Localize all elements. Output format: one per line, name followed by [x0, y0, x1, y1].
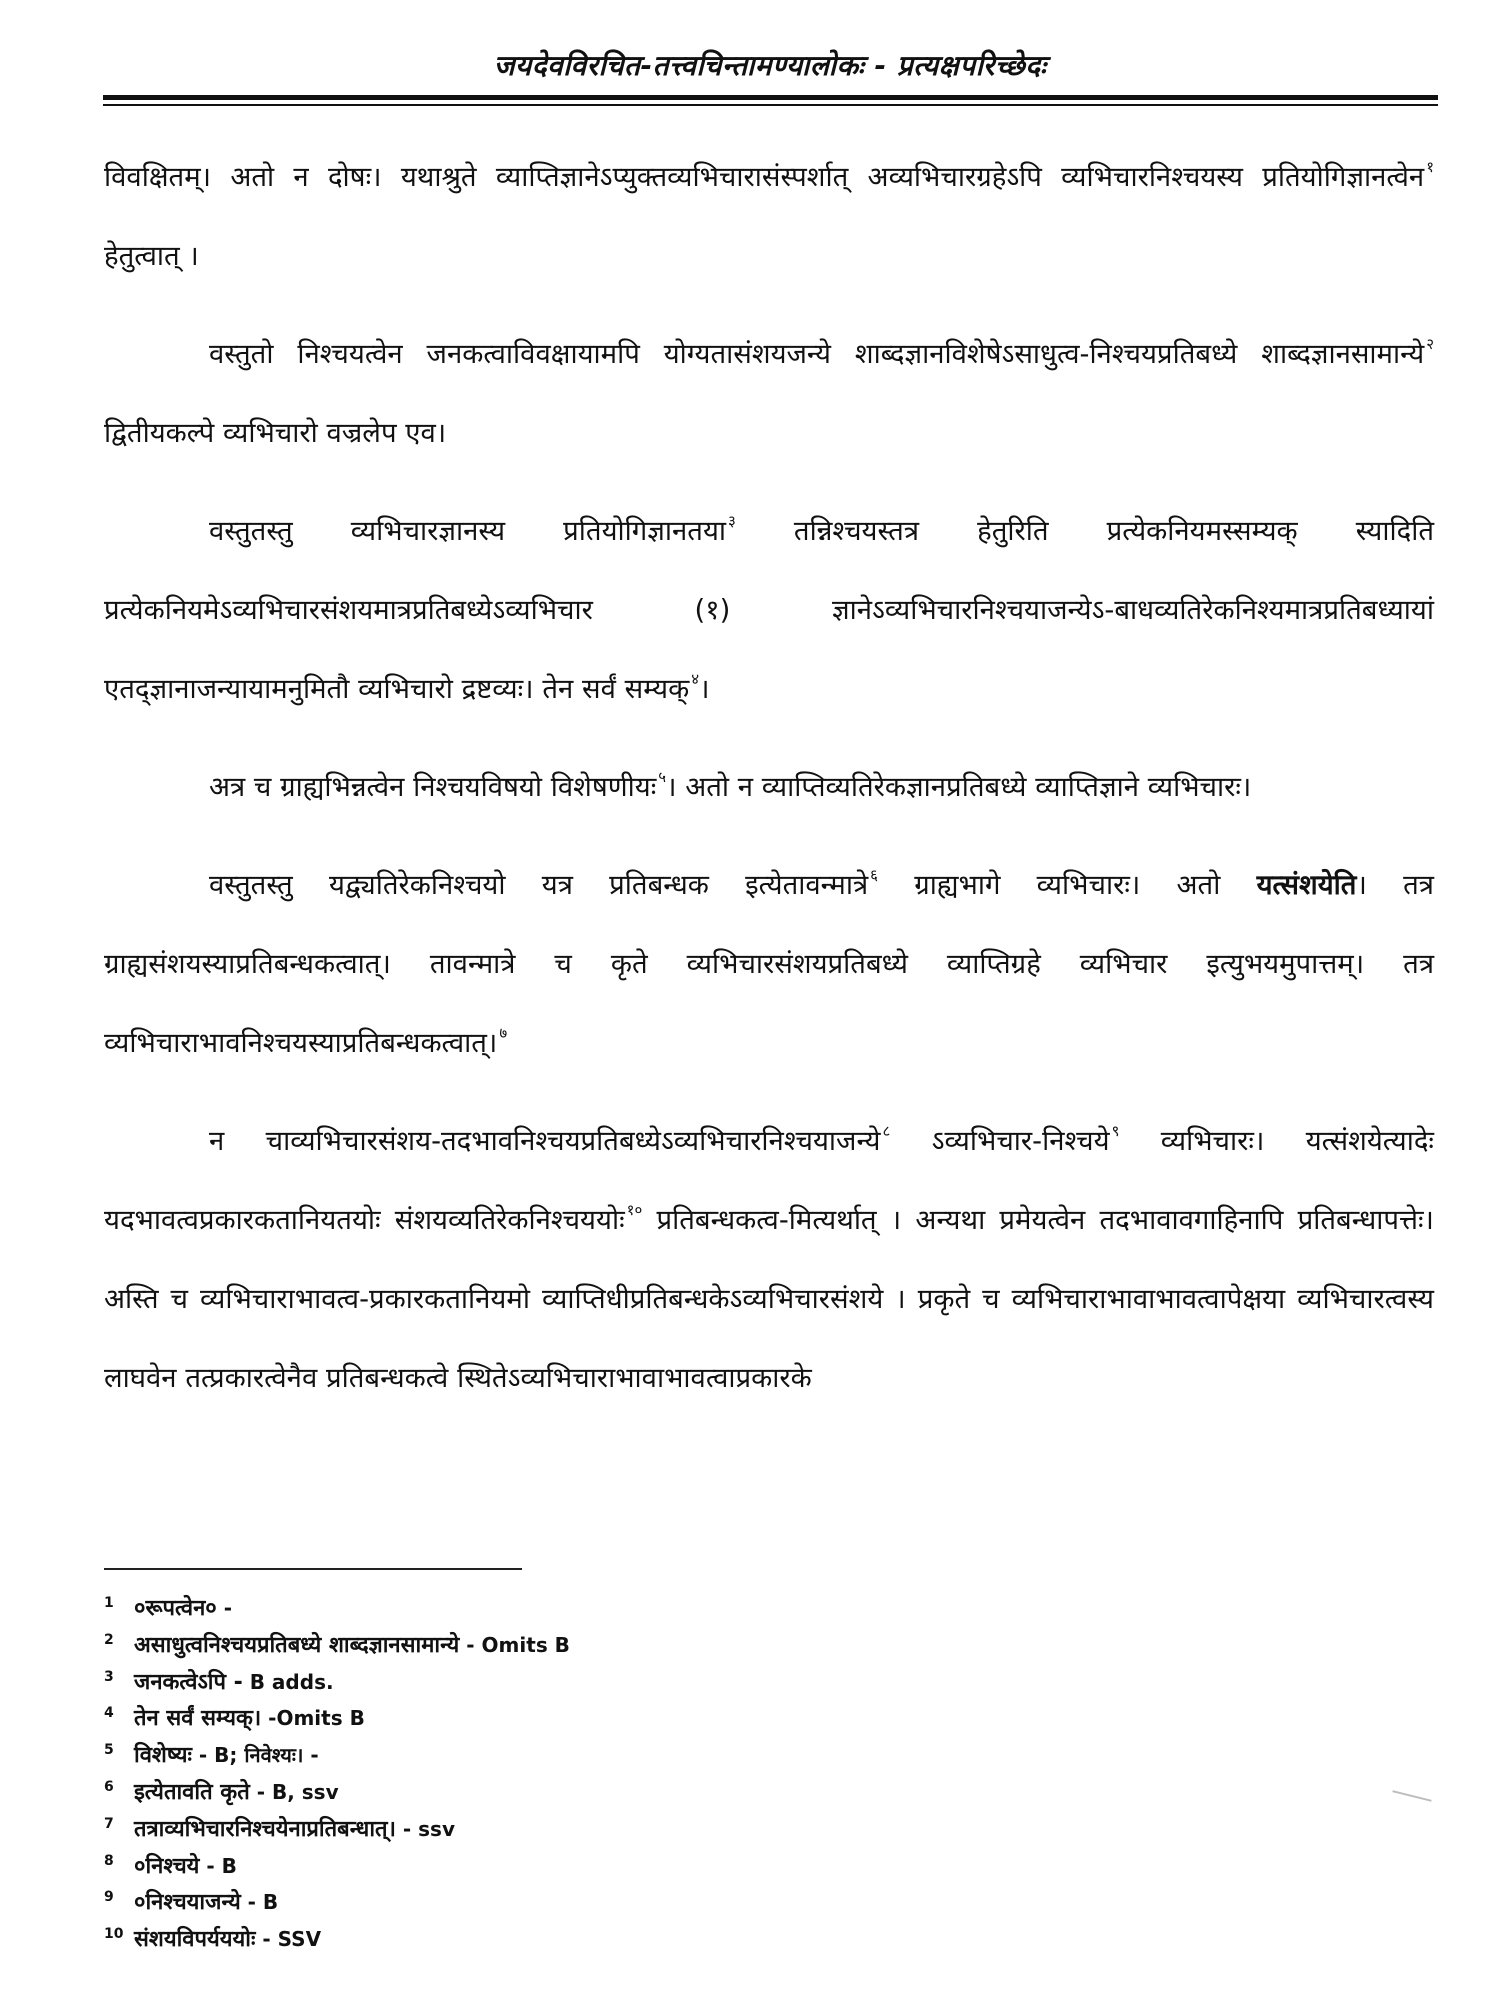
footnote-5: 5 विशेष्यः - B; निवेश्यः। -: [104, 1742, 319, 1769]
footnote-ref-2: २: [1426, 335, 1434, 353]
footnote-ref-7: ७: [499, 1024, 508, 1042]
bold-term: यत्संशयेति: [1256, 869, 1357, 901]
scan-speck: [1392, 1790, 1431, 1802]
running-header-title: जयदेवविरचित-तत्त्वचिन्तामण्यालोकः - प्रत्यक्षपरिच्छेदः: [493, 49, 1047, 82]
paragraph-3: वस्तुतस्तु व्यभिचारज्ञानस्य प्रतियोगिज्ञानतया $^३$ तन्निश्चयस्तत्र हेतुरिति प्रत्येकनियमस्सम्यक् स्यादिति प्रत्येकनियमेऽव्यभिचारसंशयमात्रप्रतिबध्येऽव्यभिचार (१) ज्ञानेऽव्यभिचारनिश्चयाजन्येऽ-बाधव्यतिरेकनिश्यमात्रप्रतिबध्यायां एतद्ज्ञानाजन्यायामनुमितौ व्यभिचारो द्रष्टव्यः। तेन सर्वं सम्यक् $^४$।: [104, 512, 1434, 705]
footnote-ref-8: ८: [882, 1122, 891, 1140]
paragraph-1: विवक्षितम्। अतो न दोषः। यथाश्रुते व्याप्तिज्ञानेऽप्युक्तव्यभिचारासंस्पर्शात् अव्यभिचारग्रहेऽपि व्यभिचारनिश्चयस्य प्रतियोगिज्ञानत्वेन $^१$ हेतुत्वात् ।: [104, 158, 1434, 272]
footnote-ref-5: ५: [658, 768, 667, 786]
paragraph-4: अत्र च ग्राह्यभिन्नत्वेन निश्चयविषयो विशेषणीयः $^५$। अतो न व्याप्तिव्यतिरेकज्ञानप्रतिबध्ये व्याप्तिज्ञाने व्यभिचारः।: [209, 768, 1252, 803]
paragraph-2: वस्तुतो निश्चयत्वेन जनकत्वाविवक्षायामपि योग्यतासंशयजन्ये शाब्दज्ञानविशेषेऽसाधुत्व-निश्चयप्रतिबध्ये शाब्दज्ञानसामान्ये $^२$ द्वितीयकल्पे व्यभिचारो वज्रलेप एव।: [104, 335, 1434, 449]
footnote-ref-1: १: [1426, 158, 1434, 176]
footnote-9: 9 ०निश्चयाजन्ये - B: [104, 1889, 279, 1916]
footnote-ref-3: ३: [728, 512, 736, 530]
footnote-3: 3 जनकत्वेऽपि - B adds.: [104, 1668, 334, 1695]
header-rule-thin: [103, 104, 1438, 106]
footnote-7: 7 तत्राव्यभिचारनिश्चयेनाप्रतिबन्धात्। - ssv: [104, 1815, 455, 1842]
footnote-2: 2 असाधुत्वनिश्चयप्रतिबध्ये शाब्दज्ञानसामान्ये - Omits B: [104, 1631, 570, 1658]
footnote-ref-6: ६: [870, 866, 878, 884]
paragraph-6: न चाव्यभिचारसंशय-तदभावनिश्चयप्रतिबध्येऽव्यभिचारनिश्चयाजन्ये $^८$ ऽव्यभिचार-निश्चये $^९$ व्यभिचारः। यत्संशयेत्यादेः यदभावत्वप्रकारकतानियतयोः संशयव्यतिरेकनिश्चययोः $^{१०}$ प्रतिबन्धकत्व-मित्यर्थात् । अन्यथा प्रमेयत्वेन तदभावावगाहिनापि प्रतिबन्धापत्तेः। अस्ति च व्यभिचाराभावत्व-प्रकारकतानियमो व्याप्तिधीप्रतिबन्धकेऽव्यभिचारसंशये । प्रकृते च व्यभिचाराभावाभावत्वापेक्षया व्यभिचारत्वस्य लाघवेन तत्प्रकारत्वेनैव प्रतिबन्धकत्वे स्थितेऽव्यभिचाराभावाभावत्वाप्रकारके: [104, 1122, 1434, 1394]
footnotes: [104, 1585, 1104, 1953]
footnote-separator: [104, 1568, 522, 1570]
paragraph-5: वस्तुतस्तु यद्व्यतिरेकनिश्चयो यत्र प्रतिबन्धक इत्येतावन्मात्रे $^६$ ग्राह्यभागे व्यभिचारः। अतो यत्संशयेति। तत्र ग्राह्यसंशयस्याप्रतिबन्धकत्वात्। तावन्मात्रे च कृते व्यभिचारसंशयप्रतिबध्ये व्याप्तिग्रहे व्यभिचार इत्युभयमुपात्तम्। तत्र व्यभिचाराभावनिश्चयस्याप्रतिबन्धकत्वात्। $^७$: [104, 866, 1434, 1059]
footnote-1: 1 ०रूपत्वेन० -: [104, 1595, 233, 1621]
footnote-4: 4 तेन सर्वं सम्यक्। -Omits B: [104, 1705, 365, 1732]
footnote-ref-4: ४: [691, 670, 700, 688]
header-rule-thick: [103, 95, 1438, 100]
footnote-ref-9: ९: [1111, 1122, 1120, 1140]
footnote-8: 8 ०निश्चये - B: [104, 1852, 237, 1879]
footnote-10: 10 संशयविपर्यययोः - SSV: [104, 1926, 322, 1953]
main-text: [104, 138, 1434, 1437]
footnote-6: 6 इत्येतावति कृते - B, ssv: [104, 1778, 339, 1805]
footnote-ref-10: १०: [626, 1201, 643, 1219]
